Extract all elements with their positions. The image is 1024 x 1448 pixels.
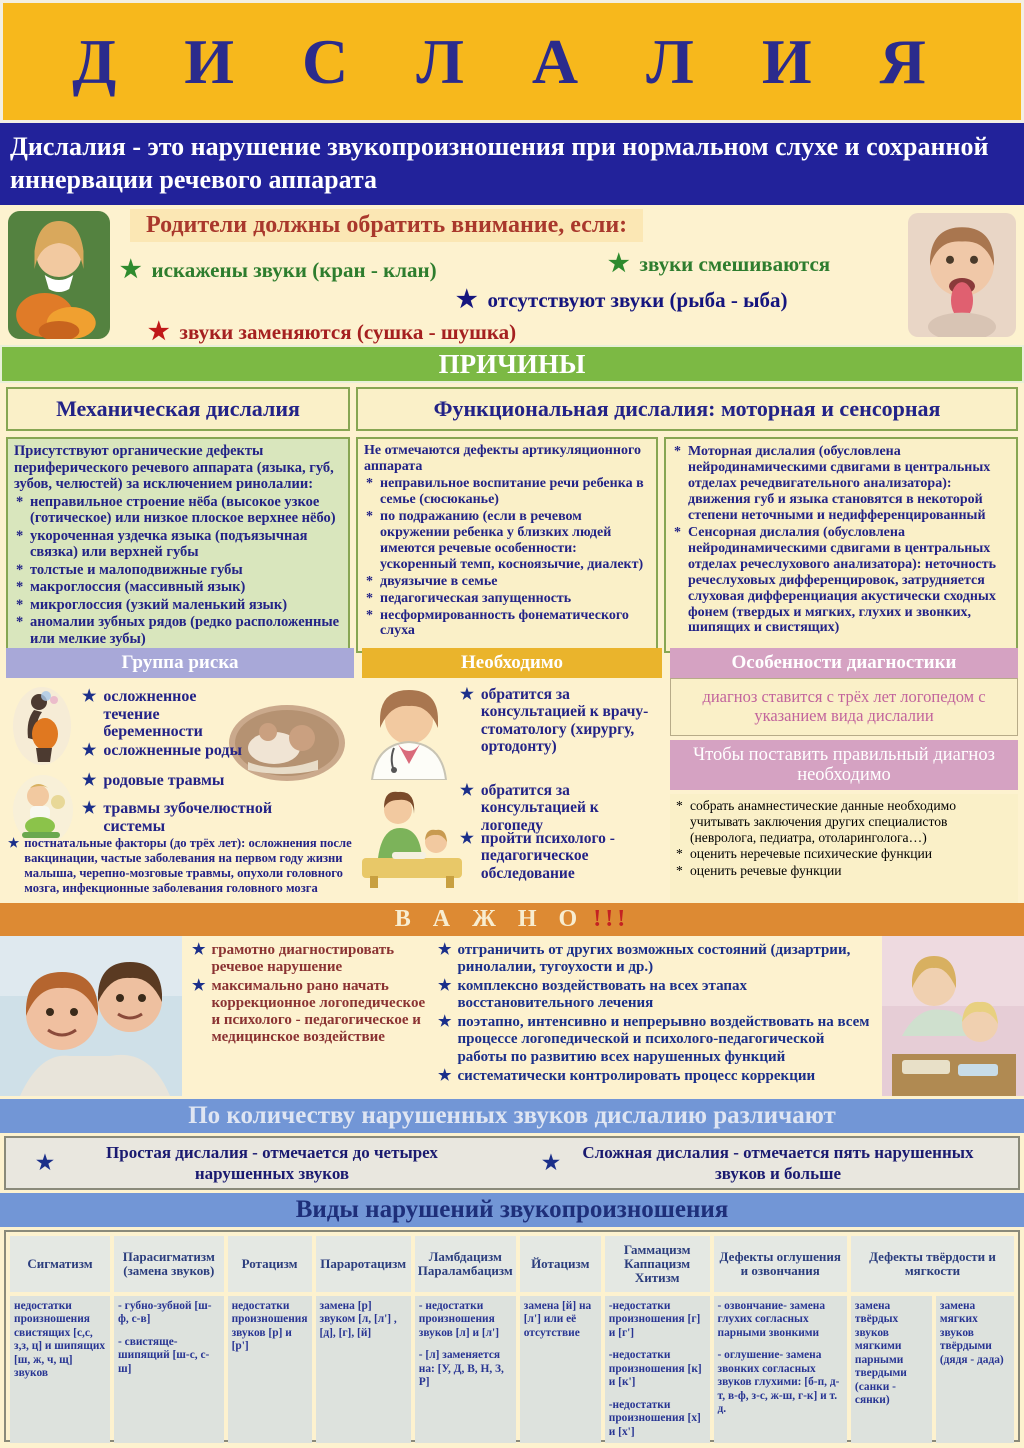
- mechanical-item: * укороченная уздечка языка (подъязычная связка) или верхней губы: [14, 528, 342, 561]
- table-cell: недостатки произношения свистящих [с,с, з,з, ц] и шипящих [ш, ж, ч, щ] звуков: [10, 1296, 110, 1443]
- star-icon: ★: [82, 742, 97, 759]
- mechanical-body: [6, 437, 350, 653]
- complex-dyslalia-item: ★ Сложная дислалия - отмечается пять нарушенных звуков и больше: [542, 1142, 974, 1183]
- table-header-lambdacism: Ламбдацизм Параламбацизм: [415, 1236, 516, 1292]
- important-item: ★ максимально рано начать коррекционное логопедическое и психолого - педагогическое и медицинское воздействие: [192, 978, 426, 1046]
- functional-body-right: [664, 437, 1018, 653]
- types-table: [4, 1230, 1020, 1442]
- risk-body: [6, 678, 354, 903]
- risk-column: [6, 648, 354, 903]
- table-cell: замена [р] звуком [л, [л'] , [д], [г], [й]: [316, 1296, 411, 1443]
- table-cell: замена [й] на [л'] или её отсутствие: [520, 1296, 601, 1443]
- mechanical-header: Механическая дислалия: [6, 387, 350, 431]
- star-icon: ★: [192, 978, 206, 995]
- star-icon: ★: [8, 836, 20, 850]
- star-icon: ★: [120, 257, 142, 283]
- table-cell: недостатки произношения звуков [р] и [р']: [228, 1296, 312, 1443]
- star-icon: ★: [460, 830, 474, 847]
- table-header-pararotacism: Параротацизм: [316, 1236, 411, 1292]
- star-icon: ★: [608, 251, 630, 277]
- important-item: ★ комплексно воздействовать на всех этапах восстановительного лечения: [438, 978, 748, 1012]
- types-band: Виды нарушений звукопроизношения: [0, 1193, 1024, 1227]
- star-icon: ★: [82, 772, 97, 789]
- functional-body-left: [356, 437, 658, 653]
- star-icon: ★: [438, 1067, 452, 1084]
- mechanical-item: * неправильное строение нёба (высокое узкое (готическое) или низкое плоское верхнее нёбо): [14, 494, 342, 527]
- sensory-dyslalia-item: * Сенсорная дислалия (обусловлена нейродинамическими сдвигами в центральных отделах речеслухового анализатора): неточность речеслуховых дифференцировок, затрудняется слуховая дифференциация акустически сходных фонем (твердых и мягких, глухих и звонких, шипящих и свистящих): [672, 525, 1010, 637]
- table-header-hardness-defects: Дефекты твёрдости и мягкости: [851, 1236, 1014, 1292]
- pregnant-woman-illustration: [12, 686, 72, 766]
- boys-photo: [0, 936, 182, 1096]
- girl-photo: [8, 211, 110, 339]
- star-icon: ★: [438, 942, 452, 958]
- simple-dyslalia-item: ★ Простая дислалия - отмечается до четырех нарушенных звуков: [36, 1142, 438, 1183]
- important-band-marks: !!!: [593, 906, 630, 932]
- star-icon: ★: [460, 686, 474, 703]
- diagnostics-header: Особенности диагностики: [670, 648, 1018, 678]
- trio-section: [0, 646, 1024, 903]
- important-item: ★ систематически контролировать процесс коррекции: [438, 1067, 816, 1084]
- star-icon: ★: [438, 1014, 452, 1031]
- table-header-parasigmatism: Парасигматизм (замена звуков): [114, 1236, 224, 1292]
- star-icon: ★: [460, 782, 474, 799]
- table-cell: замена твёрдых звуков мягкими парными твердыми (санки - сянки): [851, 1296, 932, 1443]
- star-icon: ★: [192, 942, 206, 958]
- parents-section: [0, 205, 1024, 345]
- diagnostics-column: [670, 648, 1018, 903]
- important-left-list: [192, 942, 430, 1049]
- important-item: ★ грамотно диагностировать речевое нарушение: [192, 942, 395, 976]
- functional-item: * по подражанию (если в речевом окружении ребенка у близких людей имеются речевые особенности: ускоренный темп, косноязычие, диалект): [364, 509, 650, 573]
- parents-item-mixed: ★ звуки смешиваются: [608, 251, 831, 277]
- star-icon: ★: [82, 688, 97, 705]
- star-icon: ★: [456, 287, 478, 313]
- count-box: [4, 1136, 1020, 1190]
- parents-item-distorted: ★ искажены звуки (кран - клан): [120, 257, 437, 283]
- mechanical-item: * макроглоссия (массивный язык): [14, 579, 342, 596]
- mechanical-item: * аномалии зубных рядов (редко расположенные или мелкие зубы): [14, 614, 342, 647]
- table-cell: замена мягких звуков твёрдыми (дядя - дада): [936, 1296, 1014, 1443]
- functional-intro: Не отмечаются дефекты артикуляционного аппарата: [364, 443, 641, 474]
- important-section: [0, 936, 1024, 1096]
- need-item: ★ пройти психолого - педагогическое обследование: [460, 830, 615, 882]
- table-header-gammacism: Гаммацизм Каппацизм Хитизм: [605, 1236, 710, 1292]
- functional-item: * неправильное воспитание речи ребенка в семье (сюсюканье): [364, 476, 650, 508]
- mechanical-item: * микроглоссия (узкий маленький язык): [14, 597, 342, 614]
- table-header-voicing-defects: Дефекты оглушения и озвончания: [714, 1236, 847, 1292]
- risk-item: ★ осложненные роды: [82, 742, 242, 759]
- need-column: [362, 648, 662, 903]
- need-header: Необходимо: [362, 648, 662, 678]
- diagnostics-subheader: Чтобы поставить правильный диагноз необходимо: [670, 740, 1018, 790]
- functional-item: * двуязычие в семье: [364, 574, 650, 590]
- need-item: ★ обратится за консультацией к логопеду: [460, 782, 599, 834]
- speech-therapist-illustration: [362, 784, 462, 888]
- table-header-iotacism: Йотацизм: [520, 1236, 601, 1292]
- risk-header: Группа риска: [6, 648, 354, 678]
- star-icon: ★: [82, 800, 97, 817]
- table-header-rotacism: Ротацизм: [228, 1236, 312, 1292]
- diagnostics-item: * оценить речевые функции: [674, 863, 1014, 879]
- diagnostics-items: [670, 794, 1018, 903]
- need-body: [362, 678, 662, 903]
- functional-item: * педагогическая запущенность: [364, 591, 650, 607]
- important-item: ★ отграничить от других возможных состояний (дизартрии, ринолалии, тугоухости и др.): [438, 942, 851, 976]
- star-icon: ★: [542, 1151, 560, 1174]
- causes-section: [0, 383, 1024, 646]
- risk-item: ★ родовые травмы: [82, 772, 225, 789]
- risk-item: ★ травмы зубочелюстной системы: [82, 800, 273, 835]
- table-cell: -недостатки произношения [г] и [г'] -недостатки произношения [к] и [к'] -недостатки произношения [х] и [х']: [605, 1296, 710, 1443]
- table-cell: - губно-зубной [ш-ф, с-в] - свистяще-шипящий [ш-с, с-ш]: [114, 1296, 224, 1443]
- boy-photo: [908, 213, 1016, 337]
- important-band-text: В А Ж Н О: [394, 906, 586, 932]
- mechanical-item: * толстые и малоподвижные губы: [14, 562, 342, 579]
- title-banner: [0, 0, 1024, 123]
- doctor-illustration: [366, 684, 452, 780]
- important-item: ★ поэтапно, интенсивно и непрерывно воздействовать на всем процессе логопедической и психолого-педагогической работы по развитию всех нарушенных функций: [438, 1014, 870, 1065]
- table-cell: - недостатки произношения звуков [л] и [л'] - [л] заменяется на: [У, Д, В, Н, З, Р]: [415, 1296, 516, 1443]
- important-right-list: [438, 942, 876, 1087]
- star-icon: ★: [438, 978, 452, 995]
- functional-header: Функциональная дислалия: моторная и сенсорная: [356, 387, 1018, 431]
- motor-dyslalia-item: * Моторная дислалия (обусловлена нейродинамическими сдвигами в центральных отделах речедвигательного анализатора): движения губ и языка становятся в некоторой степени неточными и недифференцированный: [672, 444, 1010, 524]
- functional-item: * несформированность фонематического слуха: [364, 608, 650, 640]
- table-header-sigmatism: Сигматизм: [10, 1236, 110, 1292]
- risk-note: ★ постнатальные факторы (до трёх лет): осложнения после вакцинации, частые заболевания на первом году жизни малыша, черепно-мозговые травмы, опухоли головного мозга, инфекционные заболевания головного мозга: [8, 836, 352, 895]
- table-cell: - озвончание- замена глухих согласных парными звонкими - оглушение- замена звонких согласных звуков глухими: [б-п, д-т, в-ф, з-с, ж-ш, г-к] и т. д.: [714, 1296, 847, 1443]
- important-band: [0, 903, 1024, 936]
- causes-band: ПРИЧИНЫ: [0, 345, 1024, 383]
- diagnostics-note: диагноз ставится с трёх лет логопедом с указанием вида дислалии: [670, 678, 1018, 736]
- parents-item-missing: ★ отсутствуют звуки (рыба - ыба): [456, 287, 788, 313]
- definition-band: Дислалия - это нарушение звукопроизношения при нормальном слухе и сохранной иннервации речевого аппарата: [0, 123, 1024, 205]
- need-item: ★ обратится за консультацией к врачу-стоматологу (хирургу, ортодонту): [460, 686, 649, 756]
- poster-title: Д И С Л А Л И Я: [72, 25, 952, 97]
- diagnostics-item: * собрать анамнестические данные необходимо учитывать заключения других специалистов (невролога, педиатра, отоларинголога…): [674, 798, 1014, 845]
- parents-heading: Родители должны обратить внимание, если:: [130, 209, 643, 242]
- star-icon: ★: [36, 1151, 54, 1174]
- mechanical-intro: Присутствуют органические дефекты периферического речевого аппарата (языка, губ, зубов, челюстей) за исключением ринолалии:: [14, 443, 334, 493]
- children-playing-photo: [882, 936, 1024, 1096]
- count-band: По количеству нарушенных звуков дислалию различают: [0, 1099, 1024, 1133]
- parents-item-replaced: ★ звуки заменяются (сушка - шушка): [148, 319, 517, 345]
- diagnostics-item: * оценить неречевые психические функции: [674, 846, 1014, 862]
- risk-item: ★ осложненное течение беременности: [82, 688, 203, 741]
- star-icon: ★: [148, 319, 170, 345]
